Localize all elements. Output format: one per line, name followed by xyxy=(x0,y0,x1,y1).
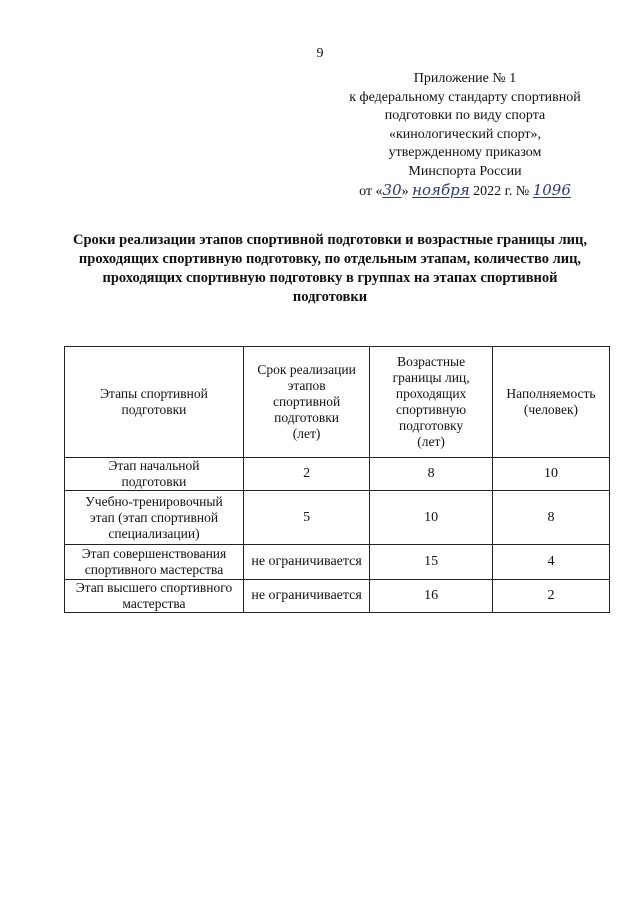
duration-cell: не ограничивается xyxy=(243,580,369,613)
appendix-line: к федеральному стандарту спортивной xyxy=(349,89,581,105)
appendix-line: утвержденному приказом xyxy=(388,145,542,160)
title-line: Сроки реализации этапов спортивной подготовки и возрастные границы лиц, xyxy=(73,232,587,248)
header-stage: Этапы спортивной подготовки xyxy=(65,347,244,458)
occupancy-cell: 4 xyxy=(492,545,609,580)
stage-cell: Этап совершенствования спортивного мастерства xyxy=(65,545,244,580)
order-year: 2022 г. № xyxy=(473,184,530,199)
appendix-line: подготовки по виду спорта xyxy=(384,108,546,123)
appendix-line: Минспорта России xyxy=(408,163,522,179)
table-row xyxy=(65,580,610,613)
occupancy-cell: 10 xyxy=(492,458,609,491)
duration-cell: 2 xyxy=(243,458,369,491)
header-occupancy: Наполняемость (человек) xyxy=(492,347,609,458)
stage-cell: Этап высшего спортивного мастерства xyxy=(65,580,244,613)
duration-cell: 5 xyxy=(243,491,369,545)
age-cell: 16 xyxy=(370,580,493,613)
stages-table xyxy=(64,346,610,613)
stage-cell: Учебно-тренировочный этап (этап спортивной специализации) xyxy=(65,491,244,545)
appendix-line: Приложение № 1 xyxy=(413,71,517,86)
header-duration: Срок реализации этапов спортивной подготовки (лет) xyxy=(243,347,369,458)
order-reference xyxy=(330,181,600,202)
header-age: Возрастные границы лиц, проходящих спортивную подготовку (лет) xyxy=(370,347,493,458)
table-row xyxy=(65,458,610,491)
occupancy-cell: 2 xyxy=(492,580,609,613)
table-header-row xyxy=(65,347,610,458)
order-month-handwritten: ноября xyxy=(412,181,470,199)
title-line: проходящих спортивную подготовку в группах на этапах спортивной xyxy=(102,270,558,286)
title-line: проходящих спортивную подготовку, по отдельным этапам, количество лиц, xyxy=(78,251,582,267)
duration-cell: не ограничивается xyxy=(243,545,369,580)
age-cell: 8 xyxy=(370,458,493,491)
table-row xyxy=(65,545,610,580)
order-number-handwritten: 1096 xyxy=(532,181,571,199)
document-title xyxy=(50,231,610,307)
table-row xyxy=(65,491,610,545)
occupancy-cell: 8 xyxy=(492,491,609,545)
title-line: подготовки xyxy=(292,289,368,305)
page-number: 9 xyxy=(316,46,324,61)
appendix-header xyxy=(330,70,600,202)
order-day-handwritten: 30 xyxy=(382,181,402,199)
appendix-line: «кинологический спорт», xyxy=(388,126,542,142)
order-prefix: от « xyxy=(359,184,383,199)
age-cell: 10 xyxy=(370,491,493,545)
order-mid: » xyxy=(401,184,409,199)
stage-cell: Этап начальной подготовки xyxy=(65,458,244,491)
age-cell: 15 xyxy=(370,545,493,580)
